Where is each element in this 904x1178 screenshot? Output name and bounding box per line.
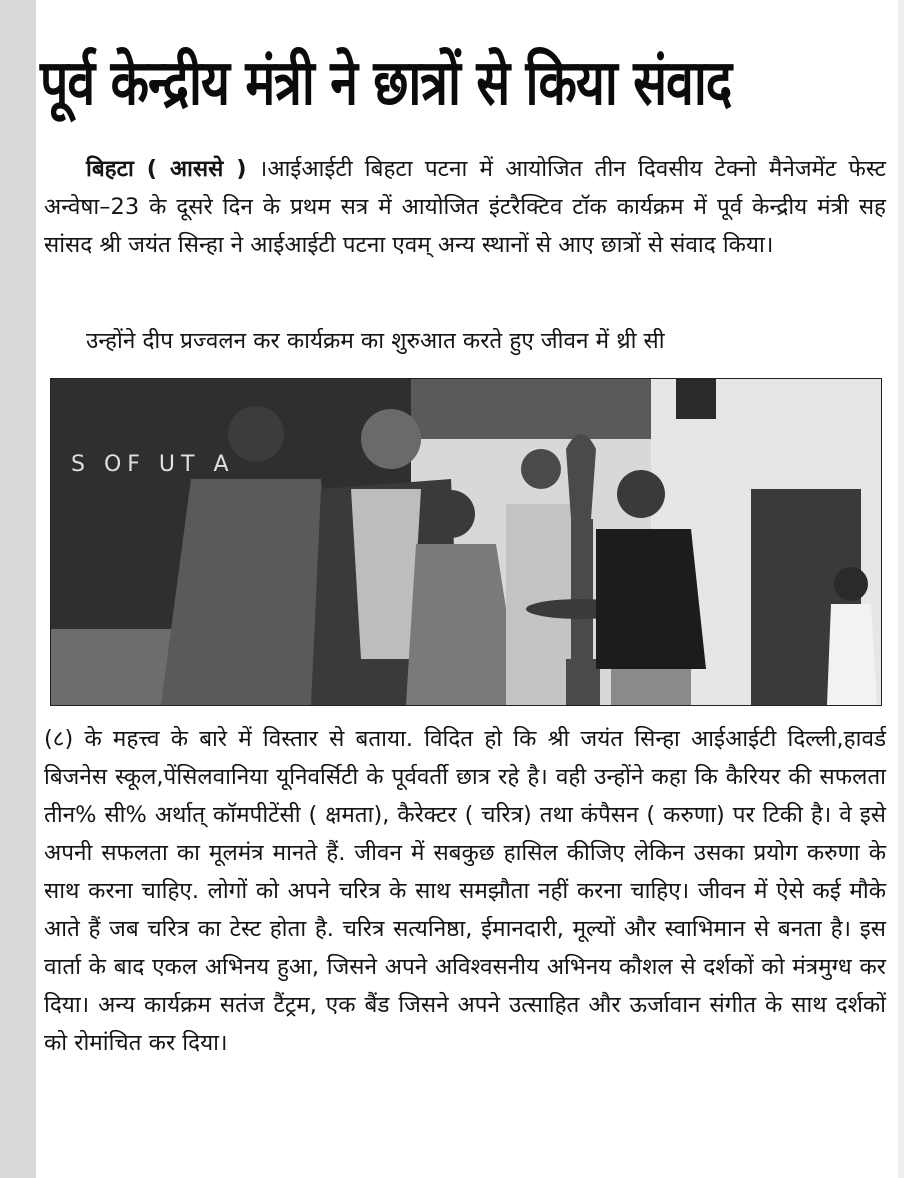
page-right-edge bbox=[898, 0, 904, 1178]
paragraph-1-text: आईआईटी बिहटा पटना में आयोजित तीन दिवसीय टेक्नो मैनेजमेंट फेस्ट अन्वेषा–23 के दूसरे दिन के प्रथम सत्र में आयोजित इंटरैक्टिव टॉक कार्यक्रम में पूर्व केन्द्रीय मंत्री सह सांसद श्री जयंत सिन्हा ने आईआईटी पटना एवम् अन्य स्थानों से आए छात्रों से संवाद किया। bbox=[44, 156, 886, 258]
article-dateline: बिहटा ( आससे ) bbox=[86, 156, 247, 182]
projector-screen-text: S OF UT A bbox=[71, 452, 235, 477]
page-margin-strip bbox=[0, 0, 36, 1178]
article-paragraph-2: उन्होंने दीप प्रज्वलन कर कार्यक्रम का शुरुआत करते हुए जीवन में थ्री सी bbox=[86, 328, 665, 354]
article-headline: पूर्व केन्द्रीय मंत्री ने छात्रों से किया संवाद bbox=[40, 46, 732, 119]
dateline-separator: । bbox=[258, 156, 268, 182]
article-paragraph-3: (८) के महत्त्व के बारे में विस्तार से बताया. विदित हो कि श्री जयंत सिन्हा आईआईटी दिल्ली,हावर्ड बिजनेस स्कूल,पेंसिलवानिया यूनिवर्सिटी के पूर्ववर्ती छात्र रहे है। वही उन्होंने कहा कि कैरियर की सफलता तीन% सी% अर्थात् कॉमपीटेंसी ( क्षमता), कैरेक्टर ( चरित्र) तथा कंपैसन ( करुणा) पर टिकी है। वे इसे अपनी सफलता का मूलमंत्र मानते हैं. जीवन में सबकुछ हासिल कीजिए लेकिन उसका प्रयोग करुणा के साथ करना चाहिए. लोगों को अपने चरित्र के साथ समझौता नहीं करना चाहिए। जीवन में ऐसे कई मौके आते हैं जब चरित्र का टेस्ट होता है. चरित्र सत्यनिष्ठा, ईमानदारी, मूल्यों और स्वाभिमान से बनता है। इस वार्ता के बाद एकल अभिनय हुआ, जिसने अपने अविश्वसनीय अभिनय कौशल से दर्शकों को मंत्रमुग्ध कर दिया। अन्य कार्यक्रम सतंज टैंट्रम, एक बैंड जिसने अपने उत्साहित और ऊर्जावान संगीत के साथ दर्शकों को रोमांचित कर दिया। bbox=[44, 726, 886, 1056]
news-photo bbox=[50, 378, 882, 706]
article-paragraph-1 bbox=[44, 150, 886, 264]
